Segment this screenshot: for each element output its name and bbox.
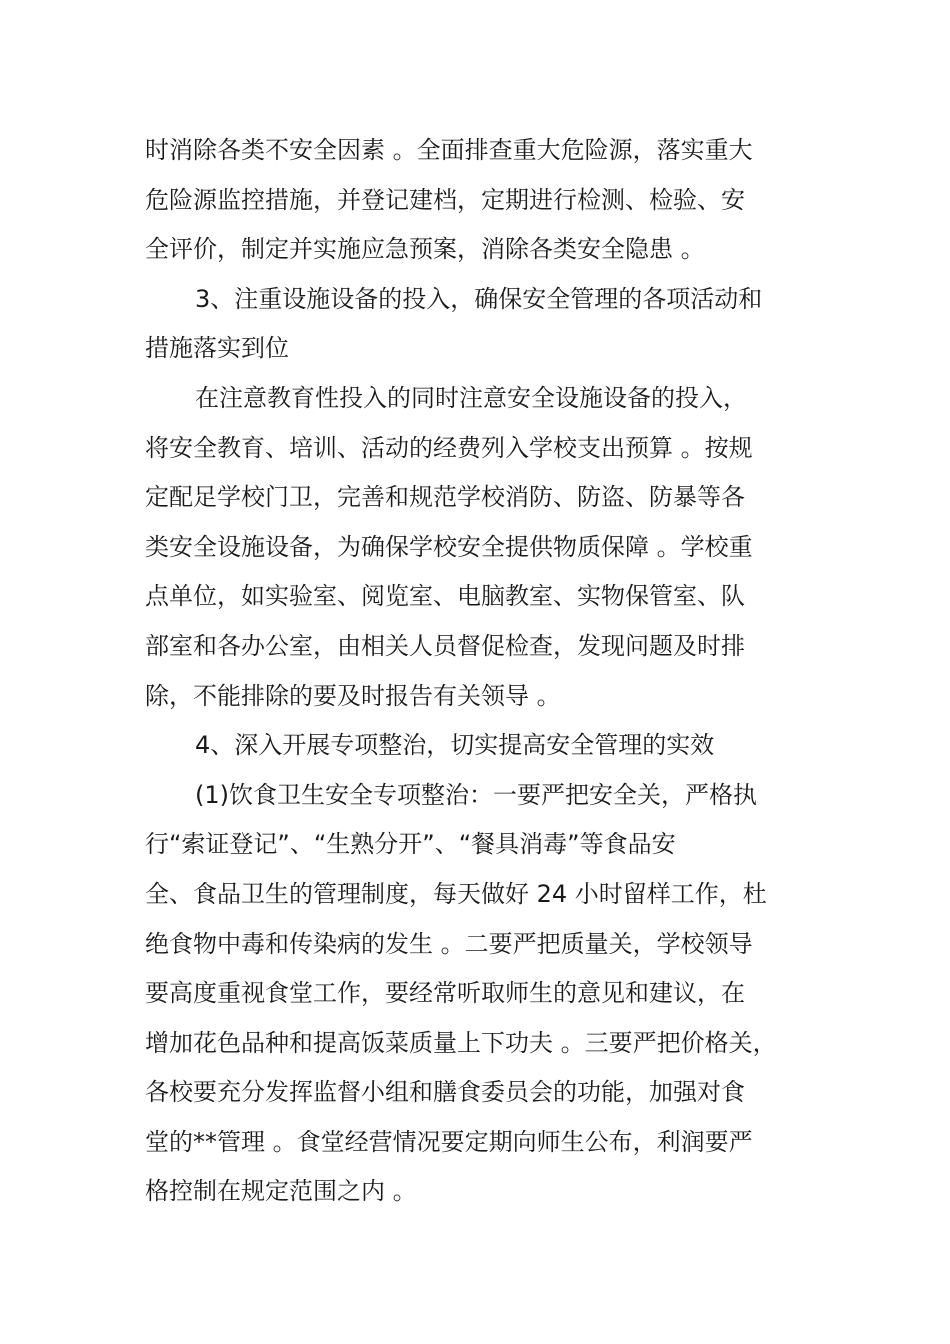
text-line: 格控制在规定范围之内 。: [145, 1177, 417, 1206]
text-line: 要高度重视食堂工作，要经常听取师生的意见和建议，在: [145, 979, 745, 1008]
text-line: 部室和各办公室，由相关人员督促检查，发现问题及时排: [145, 631, 745, 660]
text-line: 各校要充分发挥监督小组和膳食委员会的功能，加强对食: [145, 1078, 745, 1107]
text-line: 将安全教育、培训、活动的经费列入学校支出预算 。按规: [145, 433, 753, 462]
text-line: 定配足学校门卫，完善和规范学校消防、防盗、防暴等各: [145, 483, 745, 512]
paragraph-start: 在注意教育性投入的同时注意安全设施设备的投入，: [195, 383, 747, 412]
text-line: 增加花色品种和提高饭菜质量上下功夫 。三要严把价格关，: [145, 1028, 777, 1057]
text-line: 时消除各类不安全因素 。全面排查重大危险源，落实重大: [145, 136, 753, 164]
text-line: 除，不能排除的要及时报告有关领导 。: [145, 681, 561, 710]
text-line: 全、食品卫生的管理制度，每天做好 24 小时留样工作，杜: [145, 879, 767, 908]
text-line: 危险源监控措施，并登记建档，定期进行检测、检验、安: [145, 185, 745, 214]
text-line: 绝食物中毒和传染病的发生 。二要严把质量关，学校领导: [145, 929, 753, 958]
body-text: [145, 126, 815, 1217]
text-line: 点单位，如实验室、阅览室、电脑教室、实物保管室、队: [145, 582, 745, 611]
text-line: 全评价，制定并实施应急预案，消除各类安全隐患 。: [145, 235, 705, 264]
section-heading-4: 4、深入开展专项整治，切实提高安全管理的实效: [195, 731, 715, 760]
section-heading-3: 3、注重设施设备的投入，确保安全管理的各项活动和: [195, 284, 763, 313]
text-line: 类安全设施设备，为确保学校安全提供物质保障 。学校重: [145, 532, 753, 561]
paragraph-start: (1)饮食卫生安全专项整治：一要严把安全关，严格执: [195, 780, 757, 809]
text-line: 行“索证登记”、“生熟分开”、“餐具消毒”等食品安: [145, 830, 676, 859]
section-heading-3-cont: 措施落实到位: [145, 334, 289, 363]
text-line: 堂的**管理 。食堂经营情况要定期向师生公布，利润要严: [145, 1127, 753, 1156]
